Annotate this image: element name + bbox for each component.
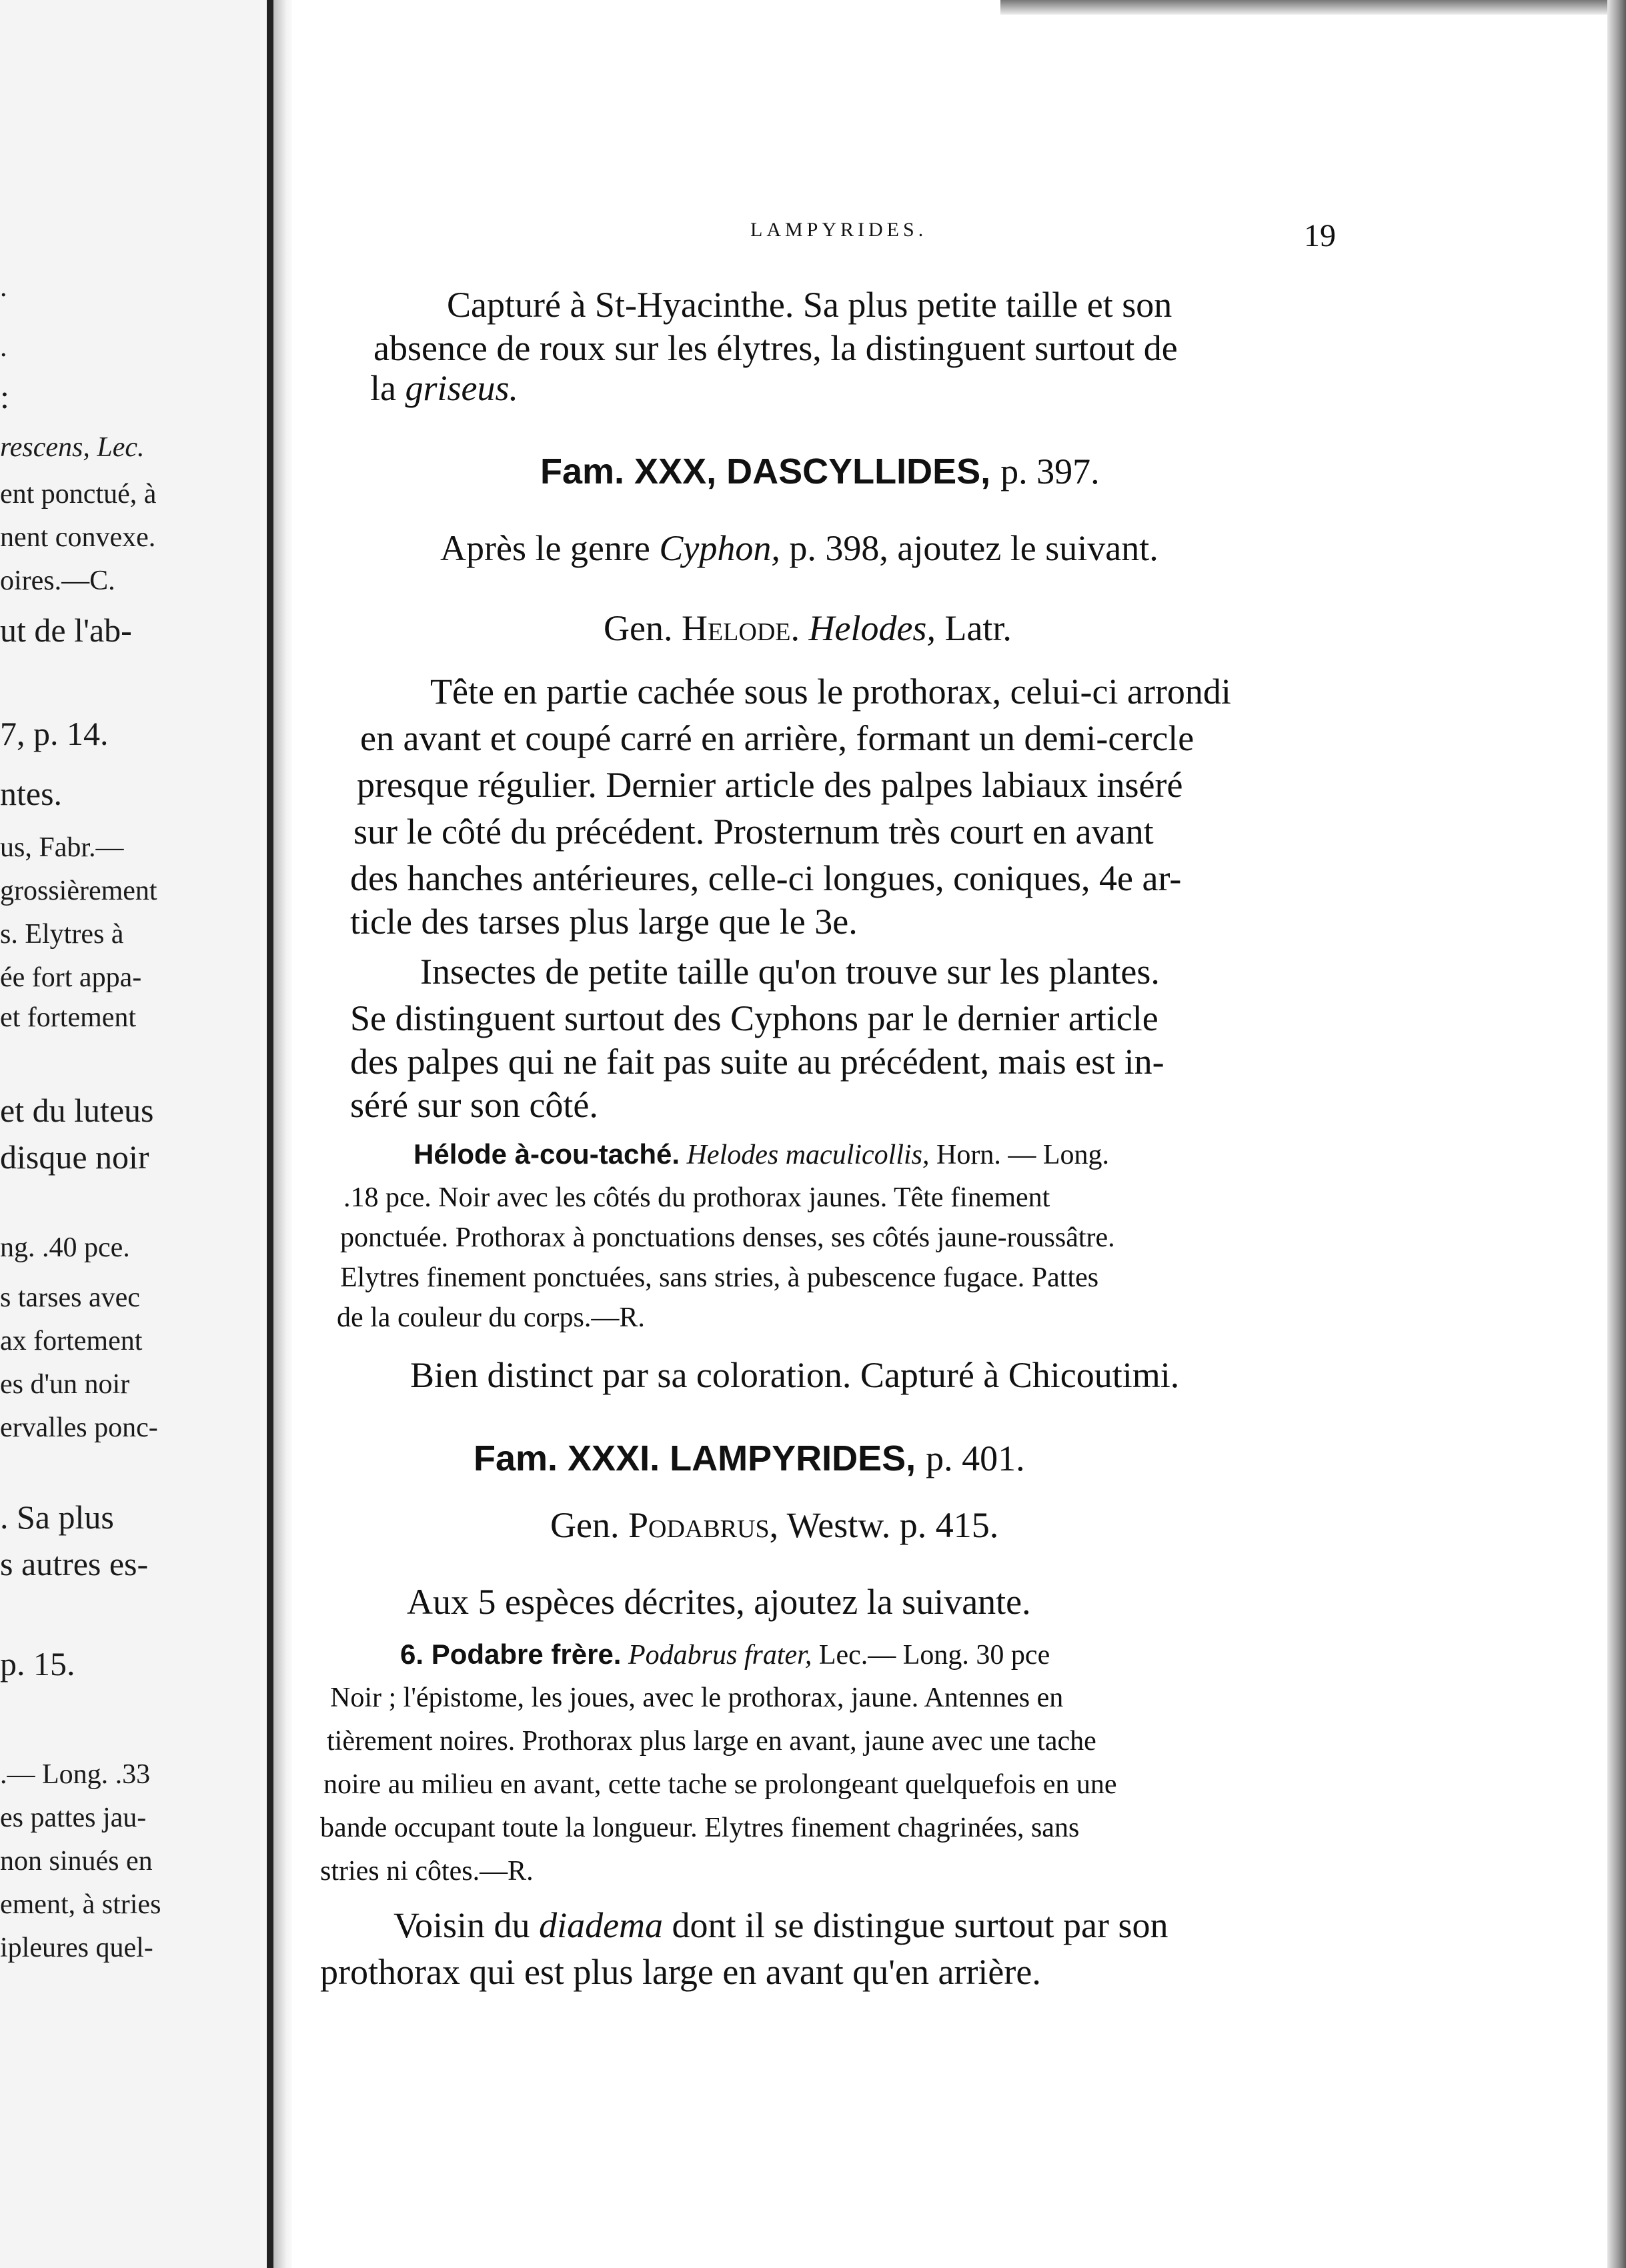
- left-page-line: es pattes jau-: [0, 1803, 147, 1833]
- species-description-line: de la couleur du corps.—R.: [337, 1302, 645, 1333]
- after-genre-line: Après le genre Cyphon, p. 398, ajoutez le suivant.: [440, 528, 1158, 568]
- left-page-line: ée fort appa-: [0, 962, 142, 993]
- species-entry-podabre: 6. Podabre frère. Podabrus frater, Lec.— Long. 30 pce: [400, 1638, 1050, 1670]
- genus-heading-helode: Gen. Helode. Helodes, Latr.: [604, 608, 1012, 648]
- family-heading-dascyllides: Fam. XXX, DASCYLLIDES, p. 397.: [540, 451, 1100, 491]
- species-description-line: noire au milieu en avant, cette tache se prolongeant quelquefois en une: [323, 1769, 1117, 1800]
- left-page-line: et du luteus: [0, 1092, 154, 1129]
- description-line: des hanches antérieures, celle-ci longues, coniques, 4e ar-: [350, 858, 1182, 898]
- species-entry-helode: Hélode à-cou-taché. Helodes maculicollis, Horn. — Long.: [414, 1138, 1110, 1170]
- description-line: ticle des tarses plus large que le 3e.: [350, 902, 858, 942]
- left-page-line: .: [0, 332, 7, 363]
- left-page-line: ent ponctué, à: [0, 479, 157, 509]
- species-description-line: stries ni côtes.—R.: [320, 1856, 534, 1887]
- habits-line: séré sur son côté.: [350, 1085, 598, 1125]
- genus-heading-podabrus: Gen. Podabrus, Westw. p. 415.: [550, 1505, 999, 1545]
- description-line: sur le côté du précédent. Prosternum très court en avant: [353, 812, 1154, 852]
- species-description-line: ponctuée. Prothorax à ponctuations denses, ses côtés jaune-roussâtre.: [340, 1222, 1115, 1253]
- left-page-line: us, Fabr.—: [0, 832, 124, 863]
- description-line: presque régulier. Dernier article des palpes labiaux inséré: [357, 765, 1183, 805]
- left-page-line: ervalles ponc-: [0, 1412, 158, 1443]
- left-page-line: p. 15.: [0, 1645, 75, 1682]
- description-line: en avant et coupé carré en arrière, formant un demi-cercle: [360, 718, 1194, 758]
- left-page-line: . Sa plus: [0, 1498, 114, 1536]
- intro-line: Capturé à St-Hyacinthe. Sa plus petite taille et son: [447, 285, 1172, 325]
- intro-line: absence de roux sur les élytres, la distinguent surtout de: [373, 328, 1178, 368]
- description-line: Tête en partie cachée sous le prothorax, celui-ci arrondi: [430, 672, 1231, 712]
- left-page-line: et fortement: [0, 1002, 137, 1033]
- left-page-line: s tarses avec: [0, 1282, 140, 1313]
- left-page-line: disque noir: [0, 1138, 149, 1176]
- species-description-line: .18 pce. Noir avec les côtés du prothorax jaunes. Tête finement: [343, 1182, 1050, 1213]
- left-page-line: s. Elytres à: [0, 919, 124, 950]
- left-page-line: grossièrement: [0, 876, 157, 906]
- running-title: LAMPYRIDES.: [750, 219, 928, 241]
- family-heading-lampyrides: Fam. XXXI. LAMPYRIDES, p. 401.: [474, 1438, 1025, 1478]
- species-note-podabre-line2: prothorax qui est plus large en avant qu'en arrière.: [320, 1952, 1041, 1992]
- habits-line: Insectes de petite taille qu'on trouve sur les plantes.: [420, 952, 1160, 992]
- left-page-line: es d'un noir: [0, 1369, 130, 1400]
- left-page-line: .— Long. .33: [0, 1759, 151, 1790]
- species-note-podabre: Voisin du diadema dont il se distingue surtout par son: [393, 1905, 1168, 1945]
- species-description-line: bande occupant toute la longueur. Elytres finement chagrinées, sans: [320, 1813, 1080, 1843]
- left-page-line: non sinués en: [0, 1846, 153, 1877]
- left-page-line: 7, p. 14.: [0, 715, 109, 752]
- species-description-line: tièrement noires. Prothorax plus large en avant, jaune avec une tache: [327, 1726, 1096, 1757]
- left-page-line: .: [0, 272, 7, 303]
- left-page-line: ipleures quel-: [0, 1933, 153, 1963]
- left-page-line: ement, à stries: [0, 1889, 161, 1920]
- species-description-line: Elytres finement ponctuées, sans stries, à pubescence fugace. Pattes: [340, 1262, 1099, 1293]
- left-page-line: ax fortement: [0, 1326, 143, 1356]
- intro-line: la griseus.: [370, 368, 518, 408]
- left-page-line: rescens, Lec.: [0, 432, 145, 463]
- left-page-line: s autres es-: [0, 1545, 149, 1582]
- left-page-line: oires.—C.: [0, 565, 115, 596]
- page-number: 19: [1304, 218, 1336, 253]
- species-note-helode: Bien distinct par sa coloration. Capturé à Chicoutimi.: [410, 1355, 1180, 1395]
- left-page-line: ntes.: [0, 775, 63, 812]
- left-page-line: nent convexe.: [0, 522, 156, 553]
- species-description-line: Noir ; l'épistome, les joues, avec le prothorax, jaune. Antennes en: [330, 1682, 1064, 1713]
- habits-line: Se distinguent surtout des Cyphons par le dernier article: [350, 998, 1158, 1038]
- left-page-line: ut de l'ab-: [0, 612, 132, 649]
- left-page-line: ng. .40 pce.: [0, 1232, 130, 1263]
- aux-especes-line: Aux 5 espèces décrites, ajoutez la suivante.: [407, 1582, 1031, 1622]
- habits-line: des palpes qui ne fait pas suite au précédent, mais est in-: [350, 1042, 1164, 1082]
- left-page-line: :: [0, 378, 9, 415]
